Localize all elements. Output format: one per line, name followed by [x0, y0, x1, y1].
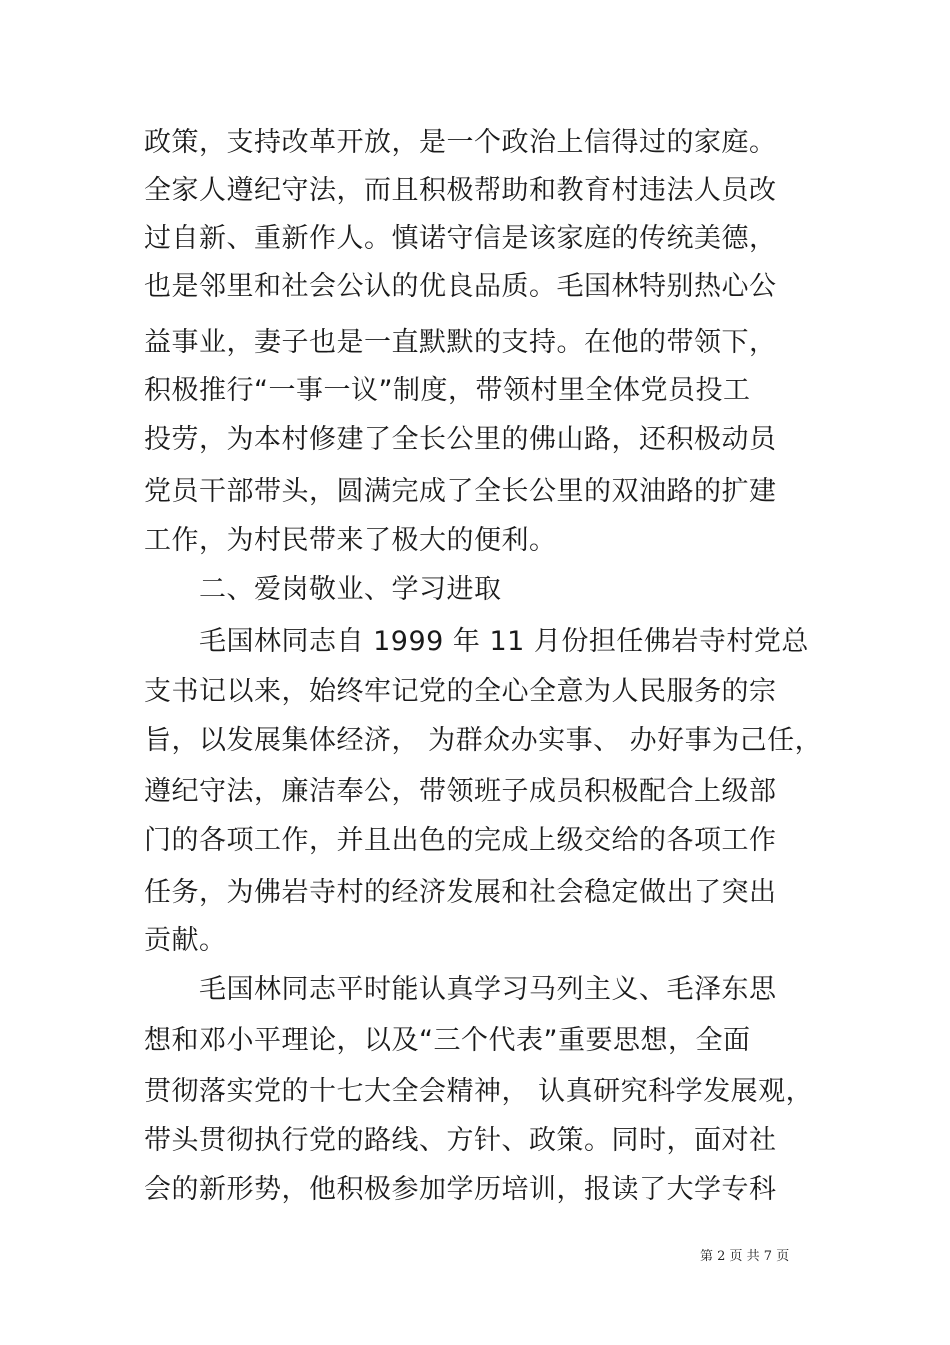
body-text-line: 旨，以发展集体经济， 为群众办实事、 办好事为己任， [144, 725, 823, 756]
body-text-line: 带头贯彻执行党的路线、方针、政策。同时，面对社 [144, 1125, 777, 1156]
body-text-line: 支书记以来，始终牢记党的全心全意为人民服务的宗 [144, 676, 777, 707]
body-text-line: 过自新、重新作人。慎诺守信是该家庭的传统美德， [144, 223, 777, 254]
body-text-line: 贡献。 [144, 925, 227, 956]
paragraph-first-line: 毛国林同志自 1999 年 11 月份担任佛岩寺村党总 [199, 626, 809, 657]
body-text-line: 贯彻落实党的十七大全会精神， 认真研究科学发展观， [144, 1076, 814, 1107]
body-text-line: 也是邻里和社会公认的优良品质。毛国林特别热心公 [144, 271, 777, 302]
body-text-line: 工作，为村民带来了极大的便利。 [144, 525, 557, 556]
body-text-line: 全家人遵纪守法，而且积极帮助和教育村违法人员改 [144, 175, 777, 206]
section-heading: 二、爱岗敬业、学习进取 [199, 574, 502, 605]
page-number-footer: 第 2 页 共 7 页 [700, 1249, 790, 1264]
body-text-line: 想和邓小平理论，以及“三个代表”重要思想，全面 [144, 1025, 751, 1056]
body-text-line: 投劳，为本村修建了全长公里的佛山路，还积极动员 [144, 424, 777, 455]
body-text-line: 会的新形势，他积极参加学历培训，报读了大学专科 [144, 1174, 777, 1205]
body-text-line: 积极推行“一事一议”制度，带领村里全体党员投工 [144, 375, 751, 406]
body-text-line: 政策，支持改革开放，是一个政治上信得过的家庭。 [144, 127, 777, 158]
body-text-line: 党员干部带头，圆满完成了全长公里的双油路的扩建 [144, 476, 777, 507]
body-text-line: 门的各项工作，并且出色的完成上级交给的各项工作 [144, 825, 777, 856]
body-text-line: 益事业，妻子也是一直默默的支持。在他的带领下， [144, 327, 777, 358]
body-text-line: 任务，为佛岩寺村的经济发展和社会稳定做出了突出 [144, 877, 777, 908]
paragraph-first-line: 毛国林同志平时能认真学习马列主义、毛泽东思 [199, 974, 777, 1005]
body-text-line: 遵纪守法，廉洁奉公，带领班子成员积极配合上级部 [144, 776, 777, 807]
